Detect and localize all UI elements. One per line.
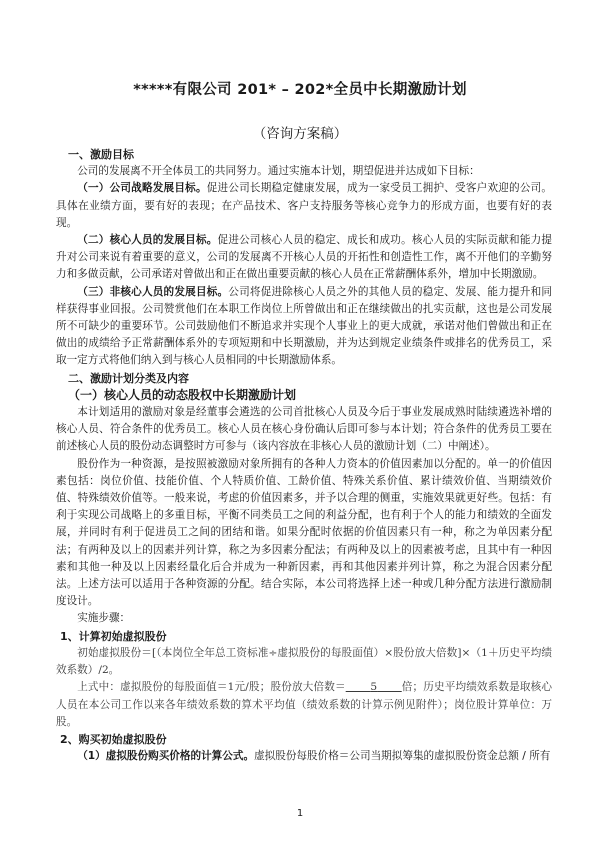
- note-suffix: 倍；历史平均绩效系数是取核心人员在本公司工作以来各年绩效系数的算术平均值（绩效系数的计算示例见附件）；岗位股计算单位：万股。: [56, 681, 553, 728]
- scope-paragraph: 本计划适用的激励对象是经董事会遴选的公司首批核心人员及今后于事业发展成熟时陆续遴选补增的核心人员、符合条件的优秀员工。核心人员在核心身份确认后即可参与本计划；符合条件的优秀员工要在前述核心人员的股份动态调整时方可参与（该内容放在非核心人员的激励计划（二）中阐述）。: [56, 406, 552, 453]
- multiplier-value: [346, 681, 402, 693]
- goal-paragraph-strategy: [56, 180, 552, 232]
- step1-heading: 1、计算初始虚拟股份: [60, 629, 167, 643]
- steps-intro: 实施步骤：: [77, 612, 131, 625]
- goal-text: 促进公司长期稳定健康发展，成为一家受员工拥护、受客户欢迎的公司。具体在业绩方面，要有好的表现；在产品技术、客户支持服务等核心竞争力的形成方面，也要有好的表现。: [56, 182, 553, 229]
- document-subtitle: （咨询方案稿）: [252, 126, 348, 142]
- goal-label: （二）核心人员的发展目标。: [77, 234, 218, 247]
- capital-paragraph: 股份作为一种资源，是按照被激励对象所拥有的各种人力资本的价值因素加以分配的。单一的价值因素包括：岗位价值、技能价值、个人特质价值、工龄价值、特殊关系价值、累计绩效价值、当期绩效价值、特殊绩效价值等。一般来说，考虑的价值因素多，并予以合理的侧重，实施效果就更好些。包括：有利于实现公司战略上的多重目标，平衡不同类员工之间的利益分配，也有利于个人的能力和绩效的全面发展，并同时有利于促进员工之间的团结和谐。如果分配时依据的价值因素只有一种，称之为单因素分配法；有两种及以上的因素并列计算，称之为多因素分配法；有两种及以上的因素被考虑，且其中有一种因素和其他一种及以上因素经量化后合并成为一种新因素，再和其他因素并列计算，称之为混合因素分配法。上述方法可以适用于各种资源的分配。结合实际，本公司将选择上述一种或几种分配方法进行激励制度设计。: [56, 457, 552, 608]
- document-body: [56, 146, 552, 765]
- document-title: *****有限公司 201* – 202*全员中长期激励计划: [133, 82, 467, 98]
- goal-label: （三）非核心人员的发展目标。: [77, 285, 229, 298]
- goal-paragraph-noncore: [56, 284, 552, 370]
- formula-paragraph: 初始虚拟股份＝[（本岗位全年总工资标准÷虚拟股份的每股面值）×股份放大倍数]×（1＋历史平均绩效系数）/2。: [56, 646, 552, 677]
- section-heading-goals: 一、激励目标: [68, 148, 134, 161]
- goal-text: 促进公司核心人员的稳定、成长和成功。核心人员的实际贡献和能力提升对公司来说有着重要的意义，公司的发展离不开核心人员的开拓性和创造性工作，离不开他们的辛勤努力和多做贡献，公司承诺对曾做出和正在做出重要贡献的核心人员在正常薪酬体系外，增加中长期激励。: [56, 234, 553, 281]
- subsection-heading: （一）核心人员的动态股权中长期激励计划: [68, 387, 297, 402]
- goal-paragraph-core: [56, 232, 552, 284]
- section-heading-plan: 二、激励计划分类及内容: [68, 371, 189, 385]
- price-label: （1）虚拟股份购买价格的计算公式。: [77, 750, 255, 763]
- step2-heading: 2、购买初始虚拟股份: [60, 732, 167, 746]
- multiplier-number: 5: [370, 681, 378, 694]
- price-text: 虚拟股份每股价格＝公司当期拟筹集的虚拟股份资金总额 / 所有: [254, 750, 551, 763]
- price-paragraph: [56, 748, 552, 765]
- page-number: 1: [296, 808, 304, 819]
- note-prefix: 上式中：虚拟股份的每股面值＝1元/股；股份放大倍数＝: [77, 681, 346, 694]
- goal-text: 公司将促进除核心人员之外的其他人员的稳定、发展、能力提升和同样获得事业回报。公司赞赏他们在本职工作岗位上所曾做出和正在继续做出的扎实贡献，这也是公司发展所不可缺少的重要环节。公司鼓励他们不断追求并实现个人事业上的更大成就，承诺对他们曾做出和正在做出的成绩给予正常薪酬体系外的专项短期和中长期激励，并为达到规定业绩条件或排名的优秀员工，采取一定方式将他们纳入到与核心人员相同的中长期激励体系。: [56, 285, 552, 367]
- goal-label: （一）公司战略发展目标。: [77, 182, 207, 195]
- formula-note: [56, 679, 552, 731]
- intro-paragraph: 公司的发展离不开全体员工的共同努力。通过实施本计划，期望促进并达成如下目标：: [77, 165, 480, 178]
